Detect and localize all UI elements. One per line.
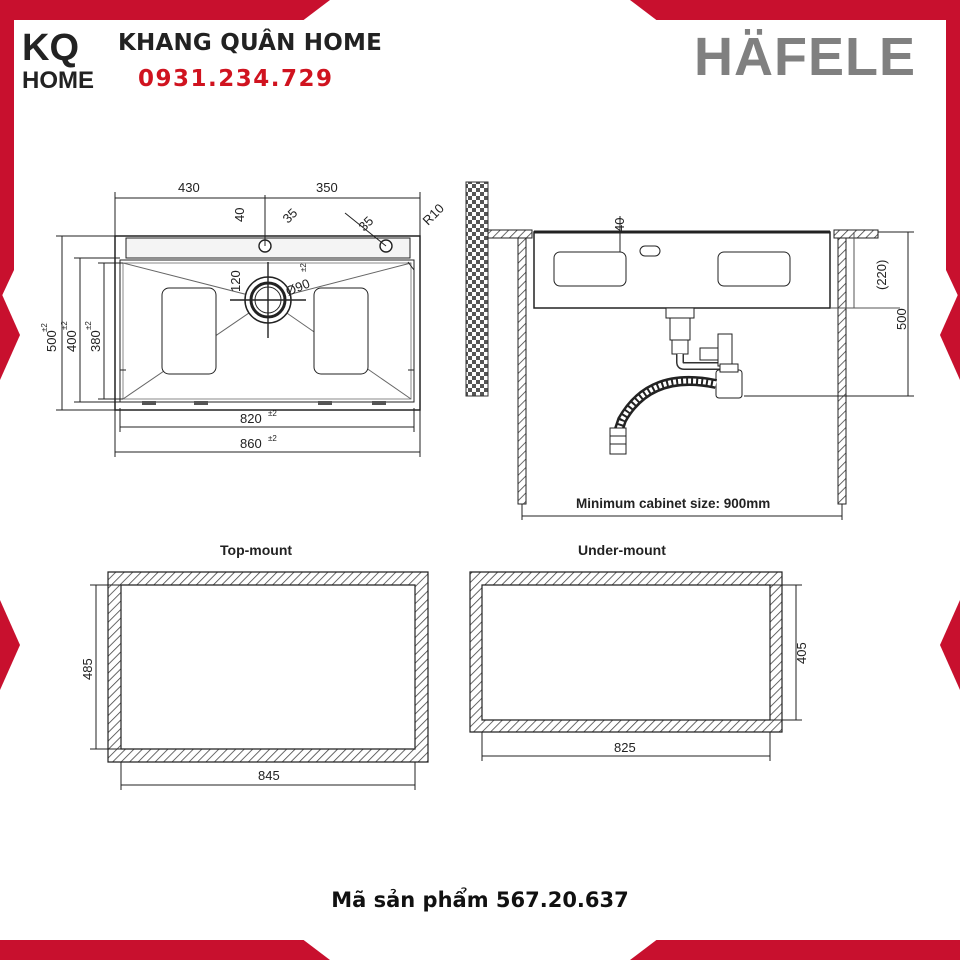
dim-500: 500 <box>44 330 59 352</box>
countertop-left <box>488 230 532 238</box>
sink-side-body <box>534 232 830 308</box>
cabinet-note: Minimum cabinet size: 900mm <box>576 496 771 511</box>
under-mount-title: Under-mount <box>578 542 666 558</box>
dim-380-tol: ±2 <box>84 321 93 330</box>
dim-r10: R10 <box>419 200 447 229</box>
dim-860-tol: ±2 <box>268 434 277 443</box>
under-mount-cutout <box>470 572 802 761</box>
sink-side-window-left <box>554 252 626 286</box>
basin-plate-right <box>314 288 368 374</box>
dim-500-tol: ±2 <box>40 323 49 332</box>
side-dim-40: 40 <box>612 217 627 232</box>
dim-860: 860 <box>240 436 262 451</box>
dim-350: 350 <box>316 180 338 195</box>
countertop-right <box>834 230 878 238</box>
side-dim-220: (220) <box>874 259 889 290</box>
dim-820: 820 <box>240 411 262 426</box>
side-view <box>466 182 914 520</box>
dim-drain: Ø90 <box>283 275 312 299</box>
under-mount-height: 405 <box>794 642 809 664</box>
dim-35b: 35 <box>355 213 377 235</box>
dim-820-tol: ±2 <box>268 409 277 418</box>
cabinet-wall-right <box>838 238 846 504</box>
manufacturer-logo: HÄFELE <box>694 27 916 87</box>
logo-word: HOME <box>22 67 94 94</box>
overflow-slot <box>640 246 660 256</box>
under-mount-width: 825 <box>614 740 636 755</box>
dim-120: 120 <box>228 270 243 292</box>
basin-plate-left <box>162 288 216 374</box>
top-mount-width: 845 <box>258 768 280 783</box>
top-mount-height: 485 <box>80 658 95 680</box>
dim-400: 400 <box>64 330 79 352</box>
top-mount-cutout <box>90 572 428 790</box>
sink-side-window-right <box>718 252 790 286</box>
product-code: Mã sản phẩm 567.20.637 <box>331 888 629 912</box>
logo-letters: KQ <box>22 27 79 69</box>
dim-35a: 35 <box>279 205 301 227</box>
wall-tile <box>466 182 488 396</box>
cabinet-wall-left <box>518 238 526 504</box>
dim-430: 430 <box>178 180 200 195</box>
dim-40: 40 <box>232 207 247 222</box>
side-dim-500: 500 <box>894 308 909 330</box>
dim-400-tol: ±2 <box>60 321 69 330</box>
store-name: KHANG QUÂN HOME <box>118 30 382 56</box>
dim-drain-tol: ±2 <box>299 263 308 272</box>
store-phone: 0931.234.729 <box>138 66 334 92</box>
top-mount-title: Top-mount <box>220 542 293 558</box>
dim-380: 380 <box>88 330 103 352</box>
